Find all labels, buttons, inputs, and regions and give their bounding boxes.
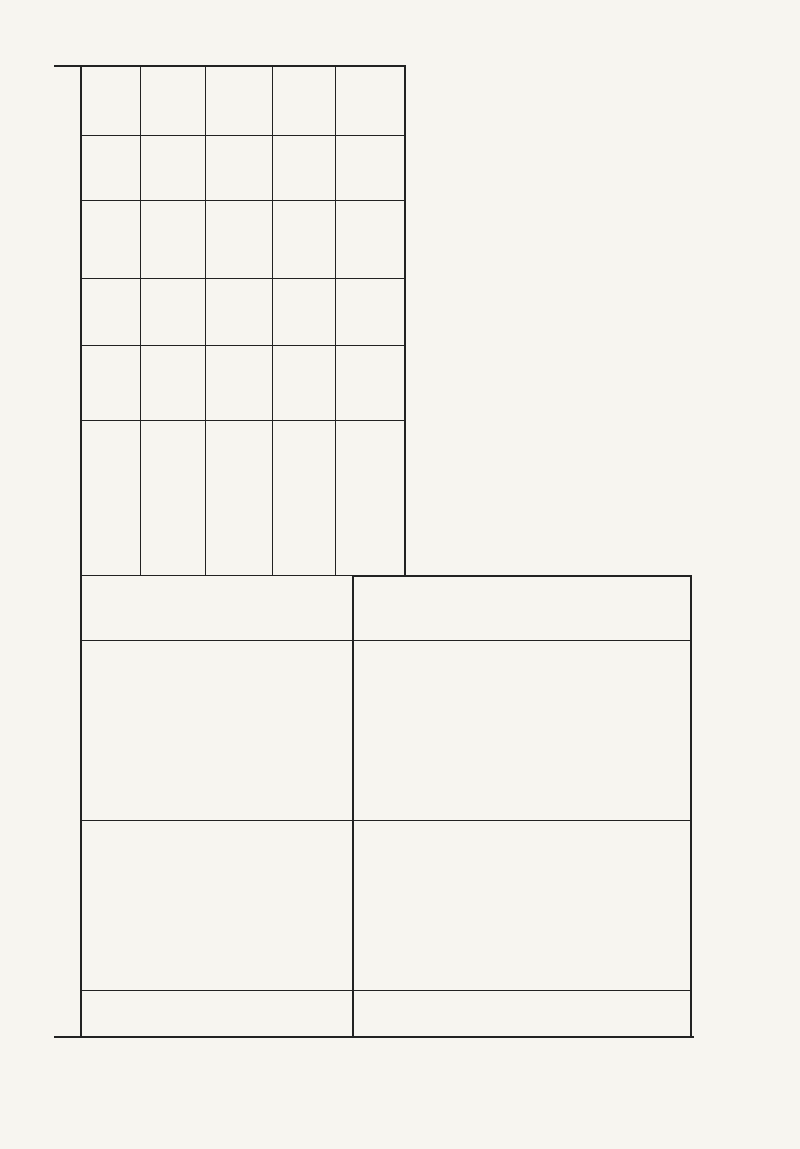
dish-col-line <box>80 820 692 821</box>
vit-top-border <box>54 65 406 67</box>
qty-col-line <box>80 640 692 641</box>
right-frame <box>690 575 692 1037</box>
kolacja-top-border <box>352 575 692 577</box>
obiad-kolacja-divider <box>352 575 354 1037</box>
vit-center-line <box>404 65 406 575</box>
vit-col-sep <box>82 200 404 201</box>
meal-bottom-border <box>54 1036 694 1038</box>
left-frame <box>80 67 82 1037</box>
vit-row-sep <box>272 67 273 575</box>
vit-col-sep <box>82 420 404 421</box>
vit-col-sep <box>82 345 404 346</box>
vit-row-sep <box>205 67 206 575</box>
vit-row-sep <box>140 67 141 575</box>
vit-row-sep <box>335 67 336 575</box>
vit-col-sep <box>82 278 404 279</box>
obiad-top-line <box>80 575 352 576</box>
section-label-line <box>80 990 692 991</box>
vit-col-sep <box>82 135 404 136</box>
